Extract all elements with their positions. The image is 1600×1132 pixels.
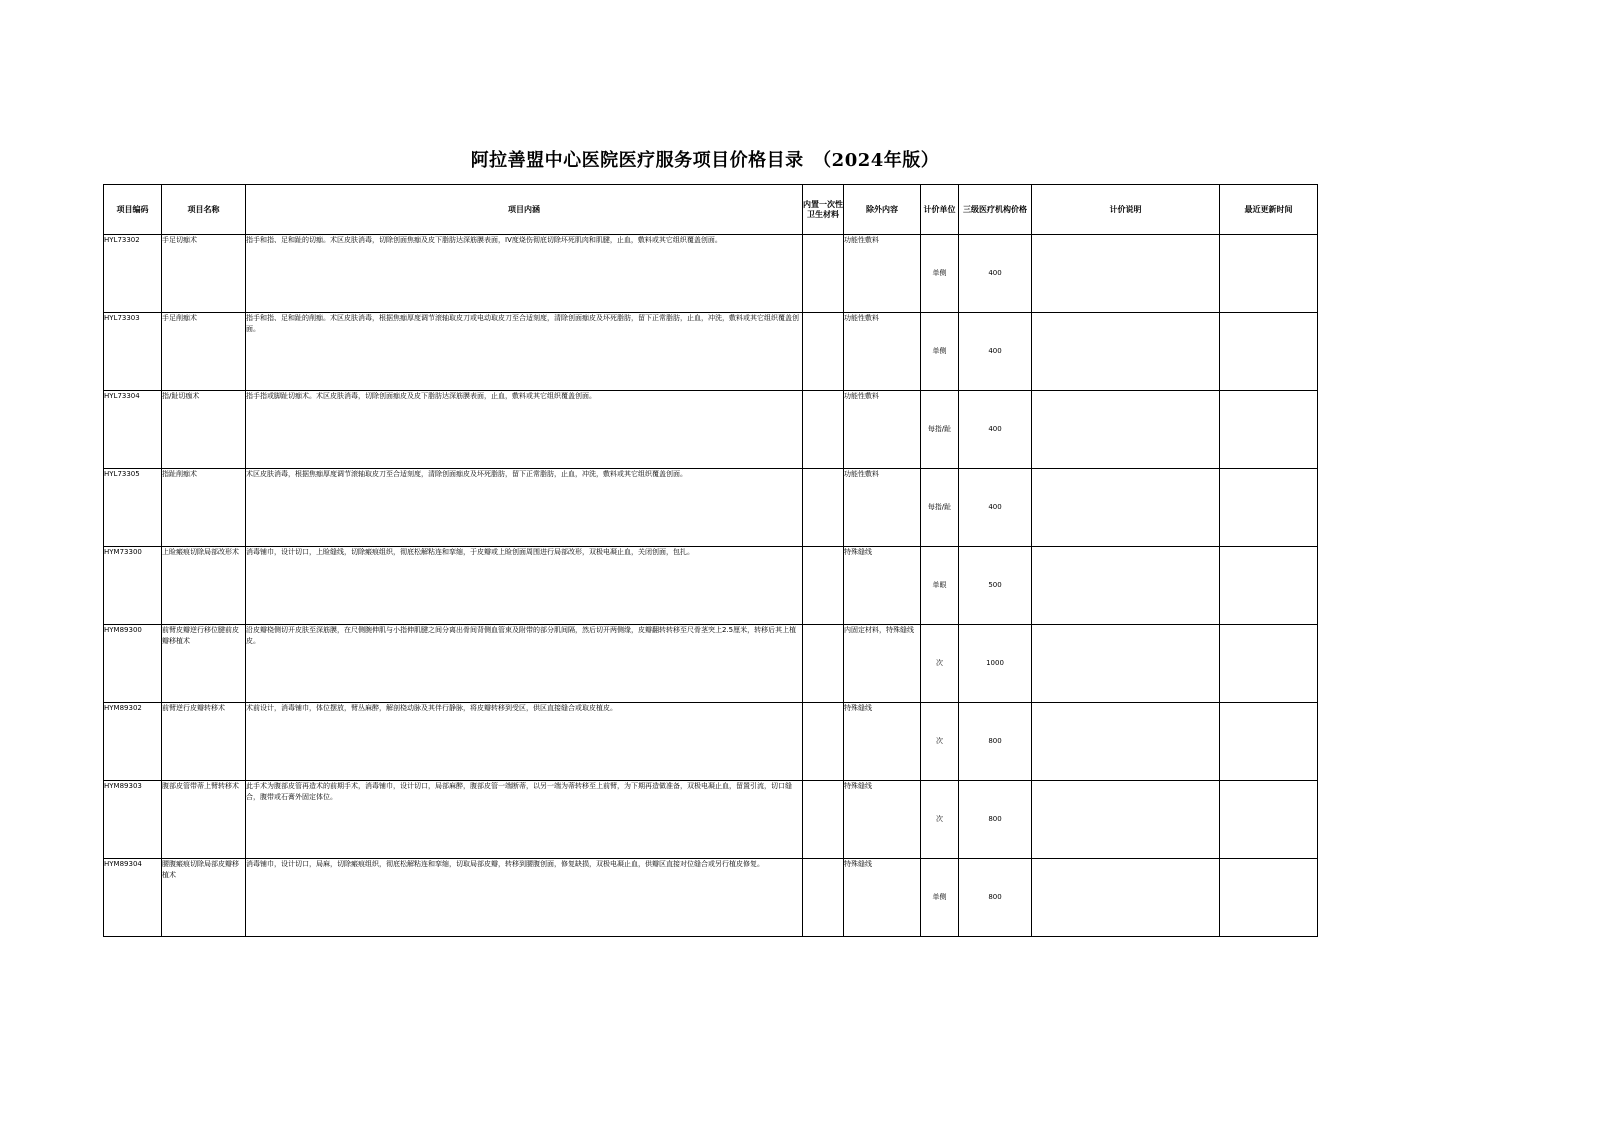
item-note [1032,781,1220,859]
item-price: 800 [959,781,1032,859]
item-price: 400 [959,313,1032,391]
table-row [104,625,1318,703]
item-code: HYM89304 [104,859,162,937]
item-material [803,859,844,937]
item-unit: 每指/趾 [921,469,959,547]
column-header-unit: 计价单位 [921,185,959,235]
table-row [104,703,1318,781]
column-header-price: 三级医疗机构价格 [959,185,1032,235]
item-name: 前臂逆行皮瓣转移术 [162,703,246,781]
table-row [104,235,1318,313]
item-exclusion: 特殊缝线 [844,703,921,781]
item-note [1032,703,1220,781]
item-exclusion: 功能性敷料 [844,391,921,469]
item-unit: 次 [921,781,959,859]
item-updated [1220,781,1318,859]
item-material [803,391,844,469]
item-price: 800 [959,703,1032,781]
item-exclusion: 特殊缝线 [844,781,921,859]
item-note [1032,625,1220,703]
item-unit: 单侧 [921,313,959,391]
item-code: HYM89303 [104,781,162,859]
item-note [1032,859,1220,937]
item-updated [1220,859,1318,937]
item-code: HYM89300 [104,625,162,703]
item-note [1032,469,1220,547]
item-code: HYM89302 [104,703,162,781]
item-code: HYM73300 [104,547,162,625]
table-row [104,859,1318,937]
item-content: 此手术为腹部皮管再造术的前期手术，消毒铺巾，设计切口，局部麻醉，腹部皮管一端断蒂，以另一端为蒂转移至上前臂，为下期再造做准备，双极电凝止血，留置引流，切口缝合，腹带或石膏外固定体位。 [246,781,803,859]
column-header-updated: 最近更新时间 [1220,185,1318,235]
item-unit: 每指/趾 [921,391,959,469]
item-exclusion: 特殊缝线 [844,859,921,937]
item-note [1032,391,1220,469]
item-content: 指手和指、足和趾的切痂。术区皮肤消毒，切除创面焦痂及皮下脂肪达深筋膜表面，IV度烧伤彻底切除坏死肌肉和肌腱，止血，敷料或其它组织覆盖创面。 [246,235,803,313]
item-name: 腹部皮管带蒂上臂转移术 [162,781,246,859]
item-exclusion: 特殊缝线 [844,547,921,625]
item-material [803,469,844,547]
item-material [803,625,844,703]
item-price: 500 [959,547,1032,625]
item-unit: 单侧 [921,235,959,313]
column-header-name: 项目名称 [162,185,246,235]
item-price: 400 [959,469,1032,547]
item-updated [1220,469,1318,547]
column-header-exclusion: 除外内容 [844,185,921,235]
item-material [803,703,844,781]
item-name: 上睑瘢痕切除局部改形术 [162,547,246,625]
table-row [104,547,1318,625]
column-header-note: 计价说明 [1032,185,1220,235]
column-header-code: 项目编码 [104,185,162,235]
item-note [1032,547,1220,625]
item-exclusion: 内固定材料，特殊缝线 [844,625,921,703]
item-updated [1220,235,1318,313]
item-price: 400 [959,235,1032,313]
item-price: 400 [959,391,1032,469]
item-code: HYL73304 [104,391,162,469]
item-name: 腰腹瘢痕切除局部皮瓣移植术 [162,859,246,937]
item-material [803,313,844,391]
item-unit: 单侧 [921,859,959,937]
item-exclusion: 功能性敷料 [844,235,921,313]
item-content: 消毒铺巾，设计切口，上睑缝线，切除瘢痕组织，彻底松解粘连和挛缩，于皮瓣或上睑创面周围进行局部改形，双极电凝止血，关闭创面，包扎。 [246,547,803,625]
item-content: 指手指或脚趾切痂术。术区皮肤消毒，切除创面痂皮及皮下脂肪达深筋膜表面，止血，敷料或其它组织覆盖创面。 [246,391,803,469]
item-content: 沿皮瓣桡侧切开皮肤至深筋膜，在尺侧腕伸肌与小指伸肌腱之间分离出骨间背侧血管束及附带的部分肌间隔，然后切开两侧缘，皮瓣翻转转移至尺骨茎突上2.5厘米，转移后其上植皮。 [246,625,803,703]
item-name: 手足削痂术 [162,313,246,391]
item-updated [1220,547,1318,625]
item-content: 消毒铺巾，设计切口，局麻，切除瘢痕组织，彻底松解粘连和挛缩，切取局部皮瓣，转移到腰腹创面，修复缺损，双极电凝止血，供瓣区直接对位缝合或另行植皮修复。 [246,859,803,937]
item-exclusion: 功能性敷料 [844,469,921,547]
item-material [803,235,844,313]
item-price: 1000 [959,625,1032,703]
item-unit: 单眼 [921,547,959,625]
table-row [104,781,1318,859]
item-note [1032,235,1220,313]
table-header-row [104,185,1318,235]
item-code: HYL73303 [104,313,162,391]
item-unit: 次 [921,703,959,781]
item-content: 术区皮肤消毒，根据焦痂厚度调节滚轴取皮刀至合适刻度，清除创面痂皮及坏死脂肪，留下正常脂肪，止血，冲洗，敷料或其它组织覆盖创面。 [246,469,803,547]
column-header-material: 内置一次性卫生材料 [803,185,844,235]
item-note [1032,313,1220,391]
item-name: 前臂皮瓣逆行移位腱前皮瓣移植术 [162,625,246,703]
price-catalog-table [103,184,1318,937]
item-unit: 次 [921,625,959,703]
table-row [104,391,1318,469]
item-name: 指/趾切痂术 [162,391,246,469]
item-code: HYL73305 [104,469,162,547]
item-material [803,547,844,625]
item-updated [1220,625,1318,703]
item-material [803,781,844,859]
table-row [104,313,1318,391]
item-updated [1220,703,1318,781]
item-exclusion: 功能性敷料 [844,313,921,391]
document-title: 阿拉善盟中心医院医疗服务项目价格目录 （2024年版） [470,150,940,171]
item-name: 手足切痂术 [162,235,246,313]
column-header-content: 项目内涵 [246,185,803,235]
table-row [104,469,1318,547]
item-name: 指趾削痂术 [162,469,246,547]
item-updated [1220,391,1318,469]
item-updated [1220,313,1318,391]
item-content: 术前设计，消毒铺巾，体位摆放，臂丛麻醉，解剖桡动脉及其伴行静脉，将皮瓣转移到受区，供区直接缝合或取皮植皮。 [246,703,803,781]
item-price: 800 [959,859,1032,937]
item-content: 指手和指、足和趾的削痂。术区皮肤消毒，根据焦痂厚度调节滚轴取皮刀或电动取皮刀至合适刻度，清除创面痂皮及坏死脂肪，留下正常脂肪，止血，冲洗，敷料或其它组织覆盖创面。 [246,313,803,391]
item-code: HYL73302 [104,235,162,313]
